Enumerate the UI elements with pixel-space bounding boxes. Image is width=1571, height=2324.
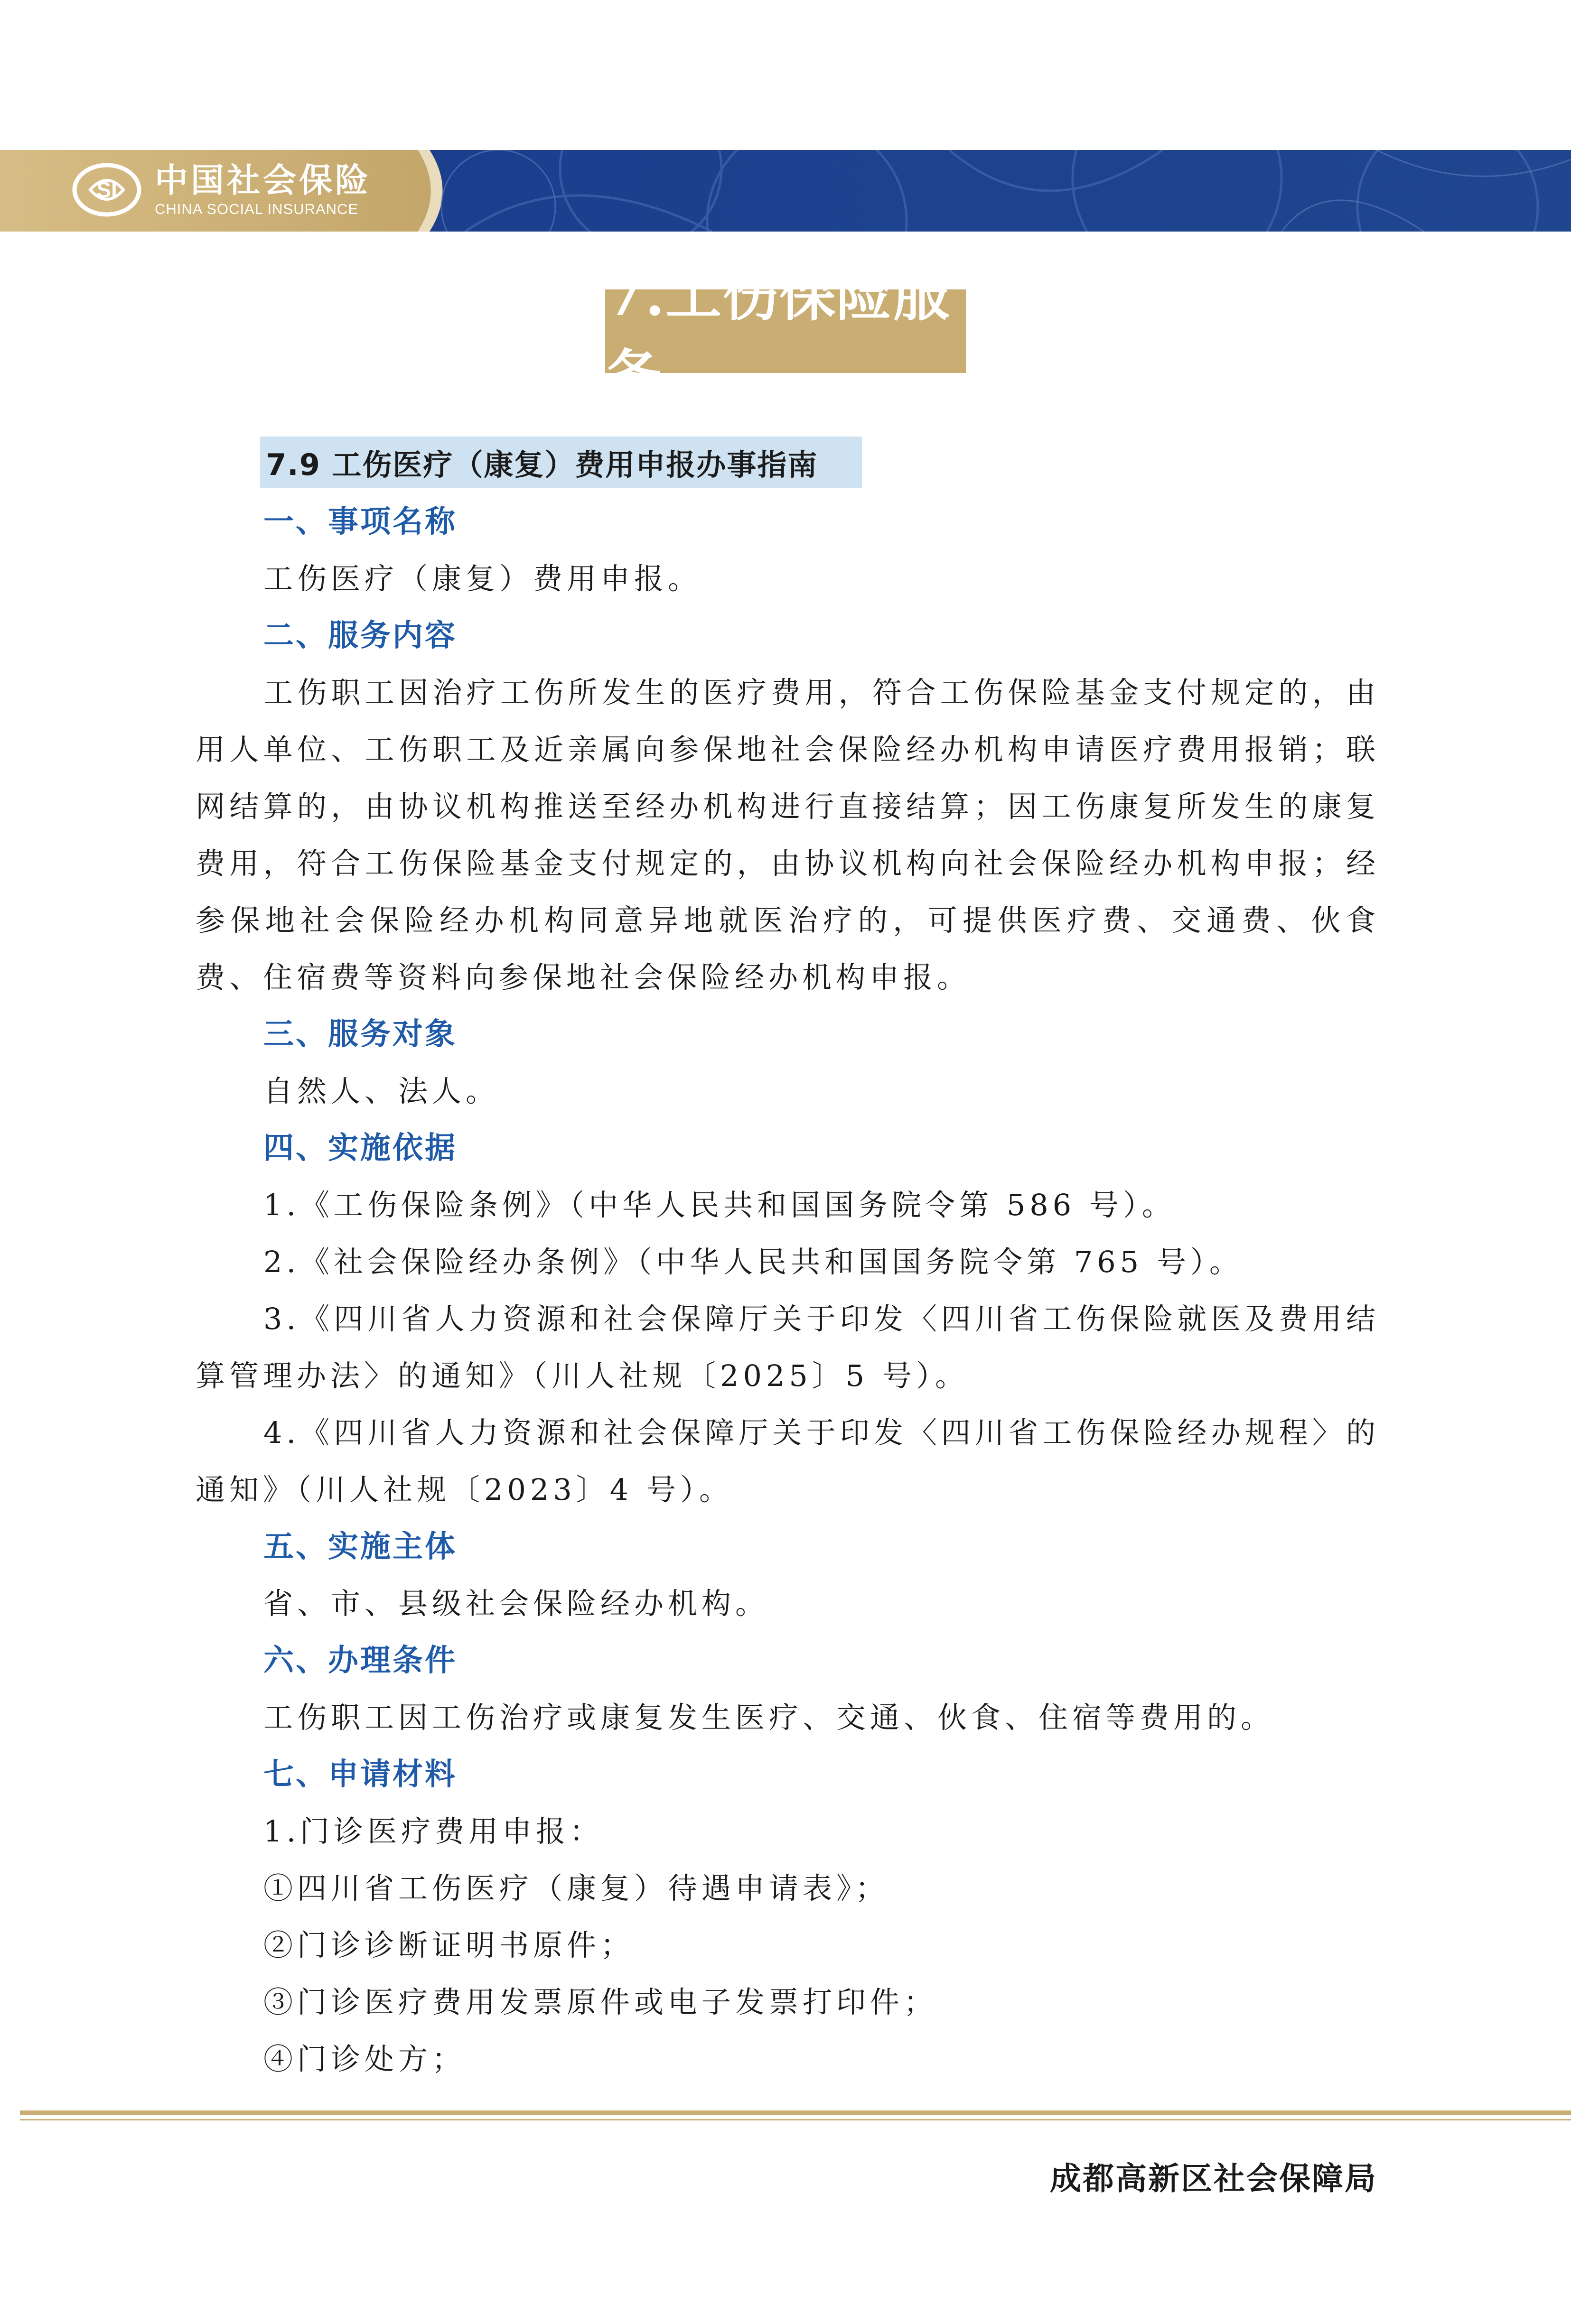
footer-organization: 成都高新区社会保障局 (1050, 2160, 1377, 2197)
materials-subheading: 1.门诊医疗费用申报： (263, 1814, 604, 1849)
legal-basis-item-2: 2.《社会保险经办条例》（中华人民共和国国务院令第 765 号）。 (263, 1245, 1243, 1279)
page-title: 7.工伤保险服务 (605, 262, 951, 409)
section-text-conditions: 工伤职工因工伤治疗或康复发生医疗、交通、伙食、住宿等费用的。 (263, 1700, 1275, 1735)
footer-divider (20, 2110, 1571, 2115)
materials-item-2: ②门诊诊断证明书原件； (263, 1928, 635, 1962)
section-text-item-name: 工伤医疗（康复）费用申报。 (263, 561, 702, 596)
social-insurance-logo-icon (71, 161, 142, 218)
materials-item-3: ③门诊医疗费用发票原件或电子发票打印件； (263, 1985, 938, 2019)
section-text-service-content: 工伤职工因治疗工伤所发生的医疗费用，符合工伤保险基金支付规定的，由用人单位、工伤职工及近亲属向参保地社会保险经办机构申请医疗费用报销；联网结算的，由协议机构推送至经办机构进行直接结算；因工伤康复所发生的康复费用，符合工伤保险基金支付规定的，由协议机构向社会保险经办机构申报；经参保地社会保险经办机构同意异地就医治疗的，可提供医疗费、交通费、伙食费、住宿费等资料向参保地社会保险经办机构申报。 (196, 675, 1380, 995)
logo-text-cn: 中国社会保险 (155, 160, 371, 200)
subsection-title-box (260, 437, 862, 488)
legal-basis-item-1: 1.《工伤保险条例》（中华人民共和国国务院令第 586 号）。 (263, 1188, 1176, 1222)
materials-item-4: ④门诊处方； (263, 2042, 466, 2076)
section-text-implementing-body: 省、市、县级社会保险经办机构。 (263, 1586, 769, 1621)
materials-item-1: ①四川省工伤医疗（康复）待遇申请表》； (263, 1871, 889, 1906)
logo-text-en: CHINA SOCIAL INSURANCE (155, 200, 359, 217)
subsection-title: 7.9 工伤医疗（康复）费用申报办事指南 (266, 447, 818, 482)
header-logo (71, 157, 371, 223)
section-heading-item-name: 一、事项名称 (263, 504, 457, 539)
footer-divider-thin (20, 2119, 1571, 2120)
legal-basis-item-3: 3.《四川省人力资源和社会保障厅关于印发〈四川省工伤保险就医及费用结算管理办法〉的通知》（川人社规〔2025〕5 号）。 (196, 1301, 1380, 1393)
legal-basis-item-4: 4.《四川省人力资源和社会保障厅关于印发〈四川省工伤保险经办规程〉的通知》（川人社规〔2023〕4 号）。 (196, 1415, 1380, 1507)
section-heading-service-target: 三、服务对象 (263, 1017, 457, 1052)
section-heading-conditions: 六、办理条件 (263, 1643, 457, 1678)
guide-content (196, 493, 1380, 2088)
section-heading-implementing-body: 五、实施主体 (263, 1529, 457, 1564)
section-heading-materials: 七、申请材料 (263, 1757, 457, 1792)
page-title-box (605, 262, 966, 409)
section-heading-service-content: 二、服务内容 (263, 618, 457, 653)
logo-text (155, 160, 371, 217)
section-text-service-target: 自然人、法人。 (263, 1074, 500, 1108)
svg-text:SI: SI (96, 177, 117, 202)
section-heading-legal-basis: 四、实施依据 (263, 1131, 457, 1166)
